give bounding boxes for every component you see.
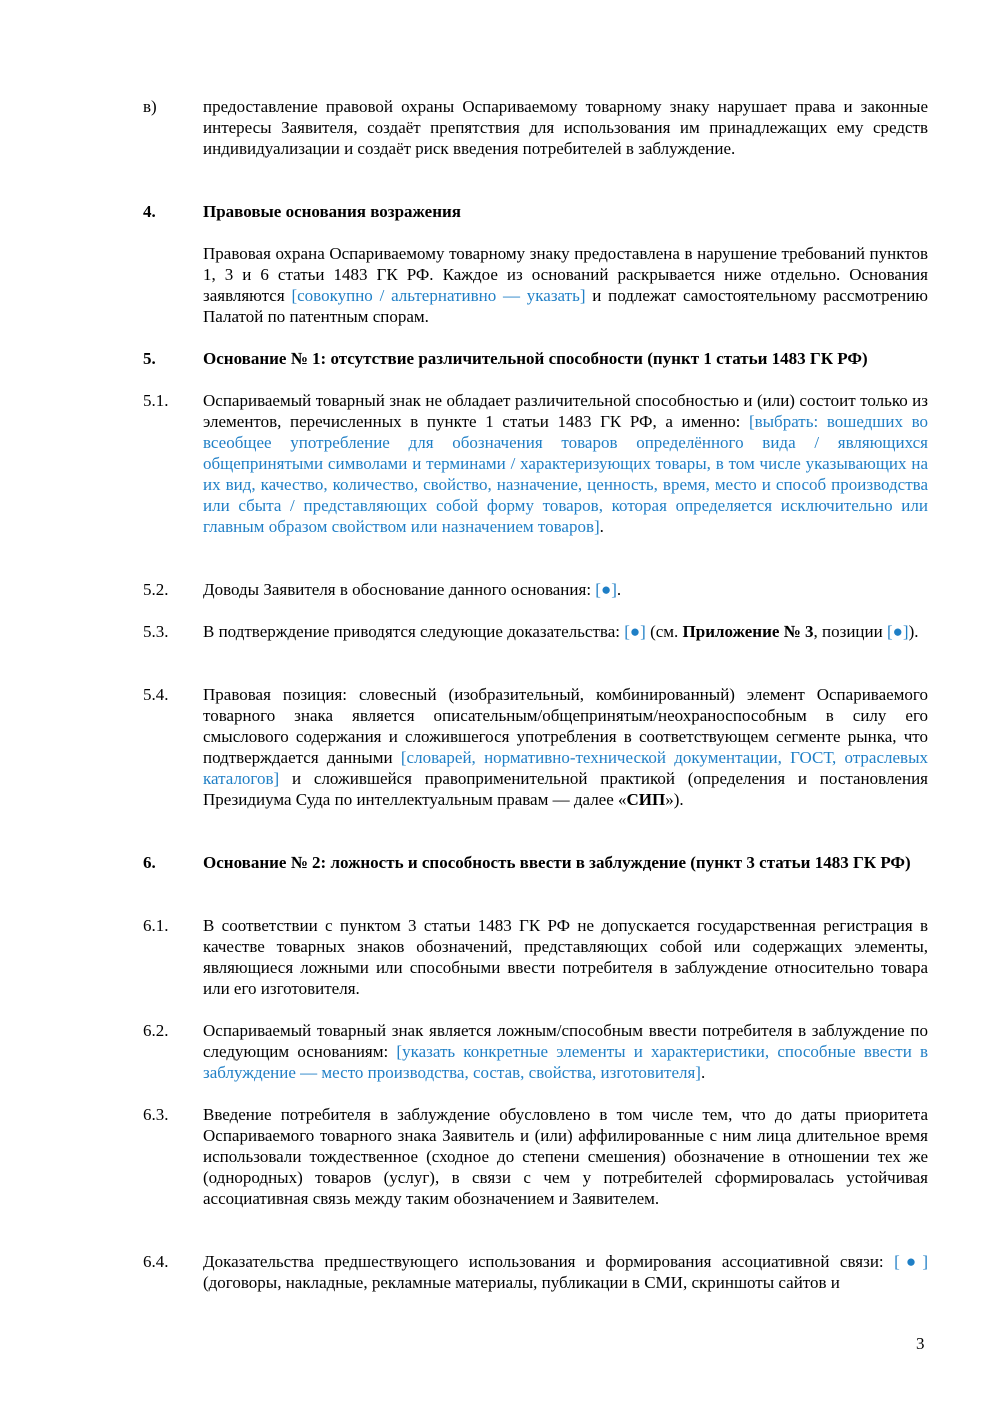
clause-6-4 [143, 1251, 928, 1293]
text-run: Правовая охрана Оспариваемому товарному знаку предоставлена в нарушение требований пунктов 1, 3 и 6 статьи 1483 ГК РФ. Каждое из оснований раскрывается ниже отдельно. Основания заявляются [203, 244, 928, 305]
page-number: 3 [916, 1334, 925, 1353]
section-number: 6. [143, 853, 156, 872]
placeholder-text: [указать конкретные элементы и характеристики, способные ввести в заблуждение — место производства, состав, свойства, изготовителя] [203, 1042, 929, 1082]
section-number: 5. [143, 349, 156, 368]
placeholder-text: [●] [886, 622, 909, 641]
text-run: (см. [650, 622, 679, 641]
section-title: Правовые основания возражения [203, 202, 461, 221]
placeholder-text: [●] [624, 622, 646, 641]
list-item-label: в) [143, 97, 157, 116]
clause-text [203, 621, 928, 642]
clause-6-1 [143, 915, 928, 999]
text-run: В подтверждение приводятся следующие доказательства: [203, 622, 620, 641]
text-run: »). [665, 790, 684, 809]
clause-text [203, 684, 928, 810]
list-item-text: предоставление правовой охраны Оспариваемому товарному знаку нарушает права и законные интересы Заявителя, создаёт препятствия для использования им принадлежащих ему средств индивидуализации и создаёт риск введения потребителей в заблуждение. [203, 97, 928, 158]
appendix-reference: Приложение № 3 [682, 622, 814, 641]
placeholder-text: [●] [894, 1252, 928, 1271]
clause-5-3 [143, 621, 928, 642]
clause-text: Введение потребителя в заблуждение обусловлено в том числе тем, что до даты приоритета Оспариваемого товарного знака Заявитель и (или) аффилированные с ним лица длительное время использовали тождественное (сходное до степени смешения) обозначение в отношении тех же (однородных) товаров (услуг), в связи с чем у потребителей сформировалась устойчивая ассоциативная связь между таким обозначением и Заявителем. [203, 1105, 928, 1208]
clause-5-1 [143, 390, 928, 537]
text-run: ). [908, 622, 919, 641]
clause-number: 6.4. [143, 1252, 169, 1271]
clause-text [203, 1020, 928, 1083]
section-4-heading [143, 201, 928, 222]
clause-number: 6.3. [143, 1105, 169, 1124]
text-run: Доказательства предшествующего использования и формирования ассоциативной связи: [203, 1252, 884, 1271]
clause-text [203, 1251, 928, 1293]
clause-number: 5.1. [143, 391, 169, 410]
clause-6-2 [143, 1020, 928, 1083]
text-run: Оспариваемый товарный знак не обладает различительной способностью и (или) состоит только из элементов, перечисленных в пункте 1 статьи 1483 ГК РФ, а именно: [203, 391, 928, 431]
section-title: Основание № 1: отсутствие различительной способности (пункт 1 статьи 1483 ГК РФ) [203, 349, 868, 368]
text-run: и сложившейся правоприменительной практикой (определения и постановления Президиума Суда по интеллектуальным правам — далее « [203, 769, 928, 809]
clause-text [203, 579, 928, 600]
clause-text: В соответствии с пунктом 3 статьи 1483 ГК РФ не допускается государственная регистрация в качестве товарных знаков обозначений, представляющих собой или содержащих элементы, являющиеся ложными или способными ввести потребителя в заблуждение относительно товара или его изготовителя. [203, 916, 928, 998]
section-6-heading [143, 852, 928, 873]
clause-number: 5.3. [143, 622, 169, 641]
abbreviation: СИП [626, 790, 666, 809]
section-5-heading [143, 348, 928, 369]
clause-number: 5.4. [143, 685, 169, 704]
section-title: Основание № 2: ложность и способность ввести в заблуждение (пункт 3 статьи 1483 ГК РФ) [203, 853, 911, 872]
text-run: Доводы Заявителя в обоснование данного основания: [203, 580, 592, 599]
placeholder-text: [выбрать: вошедших во всеобщее употребление для обозначения товаров определённого вида / являющихся общепринятыми символами и терминами / характеризующих товары, в том числе указывающих на их вид, качество, количество, свойство, назначение, ценность, время, место и способ производства или сбыта / представляющих собой форму товаров, которая определяется исключительно или главным образом свойством или назначением товаров] [203, 412, 929, 536]
list-item-v [143, 96, 928, 159]
paragraph-text [203, 243, 928, 327]
clause-5-4 [143, 684, 928, 810]
text-run: и подлежат самостоятельному рассмотрению Палатой по патентным спорам. [203, 286, 929, 326]
placeholder-text: [словарей, нормативно-технической документации, ГОСТ, отраслевых каталогов] [203, 748, 929, 788]
text-run: , позиции [813, 622, 883, 641]
clause-5-2 [143, 579, 928, 600]
clause-6-3 [143, 1104, 928, 1209]
text-run: . [616, 580, 622, 599]
clause-number: 5.2. [143, 580, 169, 599]
section-4-paragraph [143, 243, 928, 327]
clause-text [203, 390, 928, 537]
text-run: . [599, 517, 604, 536]
clause-number: 6.2. [143, 1021, 169, 1040]
placeholder-text: [●] [595, 580, 617, 599]
text-run: (договоры, накладные, рекламные материалы, публикации в СМИ, скриншоты сайтов и [203, 1273, 840, 1292]
section-number: 4. [143, 202, 156, 221]
clause-number: 6.1. [143, 916, 169, 935]
placeholder-text: [совокупно / альтернативно — указать] [291, 286, 586, 305]
text-run: Правовая позиция: словесный (изобразительный, комбинированный) элемент Оспариваемого товарного знака является описательным/общепринятым/неохраноспособным в силу его смыслового содержания и сложившегося употребления в соответствующем сегменте рынка, что подтверждается данными [203, 685, 928, 767]
text-run: Оспариваемый товарный знак является ложным/способным ввести потребителя в заблуждение по следующим основаниям: [203, 1021, 928, 1061]
text-run: . [700, 1063, 706, 1082]
